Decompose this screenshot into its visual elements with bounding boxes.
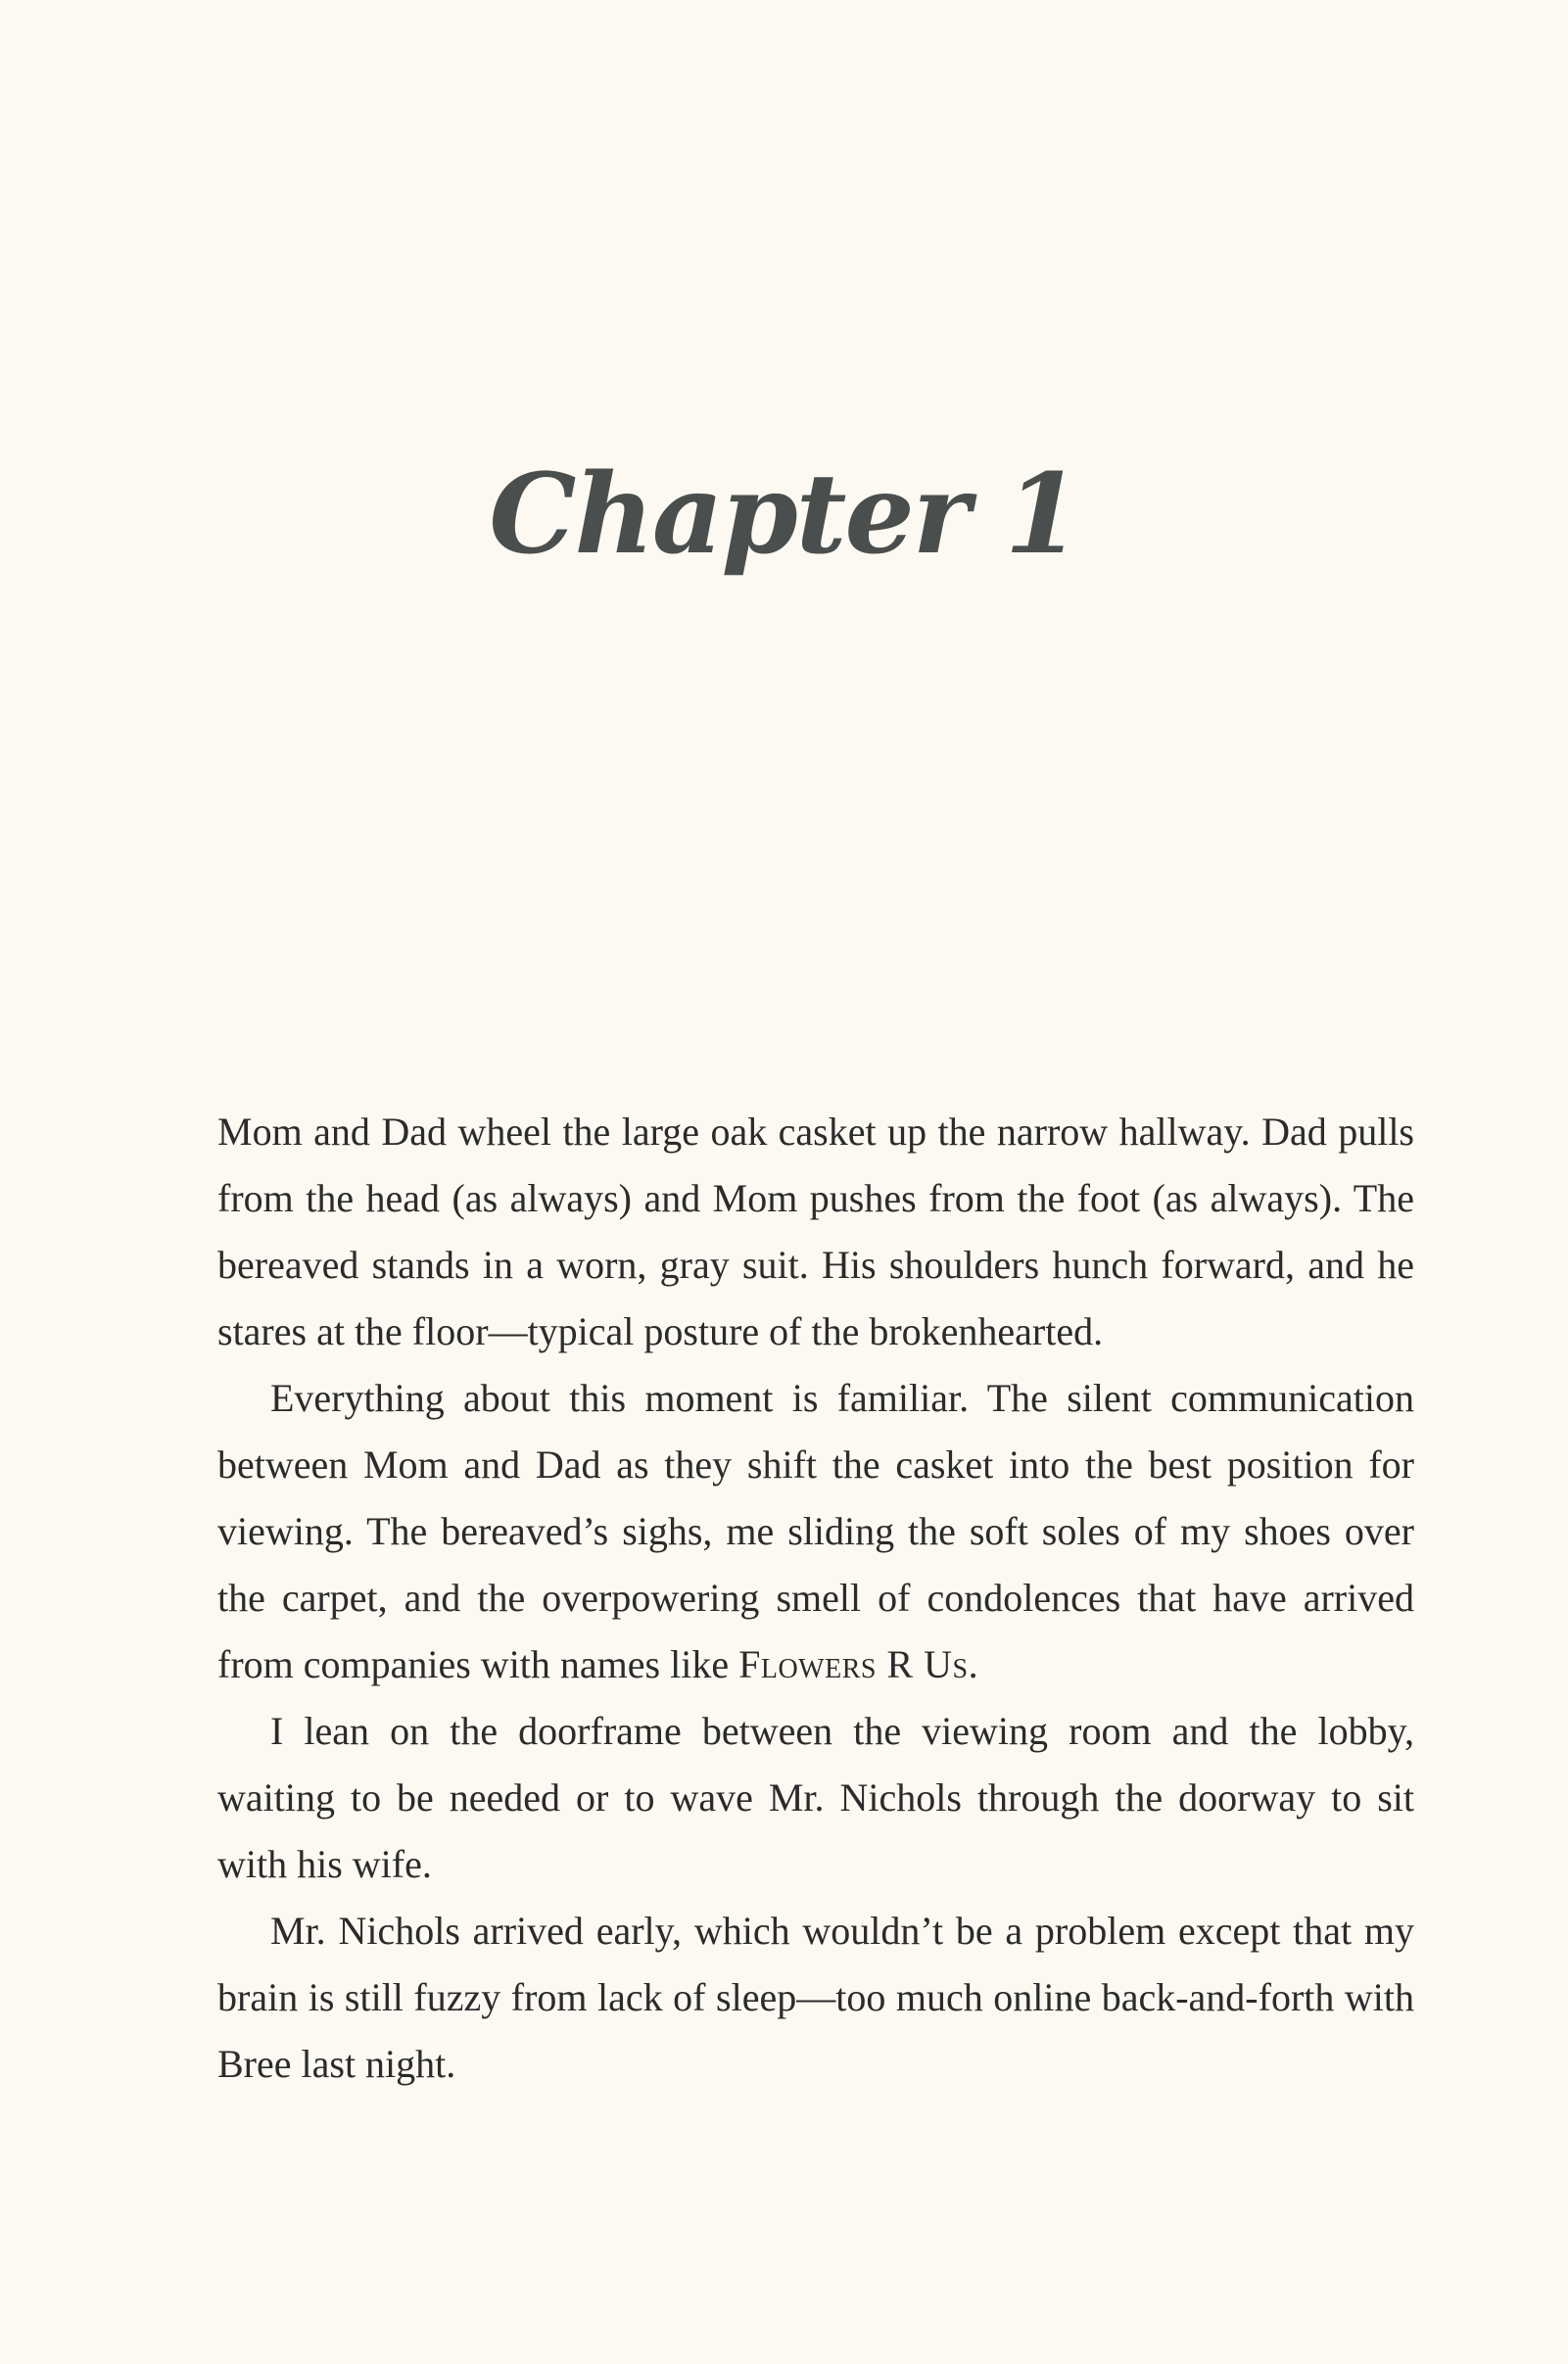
chapter-heading: Chapter 1 [489, 450, 1079, 579]
paragraph-4: Mr. Nichols arrived early, which wouldn’t be a problem except that my brain is still fuzzy from lack of sleep—too much online back-and-forth with Bree last night. [217, 1909, 1414, 2086]
paragraph-2 [217, 1365, 1414, 1698]
paragraph-2-text-after: . [968, 1642, 978, 1686]
paragraph-3: I lean on the doorframe between the viewing room and the lobby, waiting to be needed or to wave Mr. Nichols through the doorway to sit with his wife. [217, 1709, 1414, 1886]
paragraph-2-text-before: Everything about this moment is familiar. The silent communication between Mom and Dad as they shift the casket into the best position for viewing. The bereaved’s sighs, me sliding the soft soles of my shoes over the carpet, and the overpowering smell of condolences that have arrived from companies with names like [217, 1376, 1414, 1686]
paragraph-1: Mom and Dad wheel the large oak casket up the narrow hallway. Dad pulls from the head (as always) and Mom pushes from the foot (as always). The bereaved stands in a worn, gray suit. His shoulders hunch forward, and he stares at the floor—typical posture of the brokenhearted. [217, 1110, 1414, 1353]
body-text [217, 1099, 1414, 2098]
florist-name-small-caps: Flowers R Us [738, 1642, 969, 1686]
